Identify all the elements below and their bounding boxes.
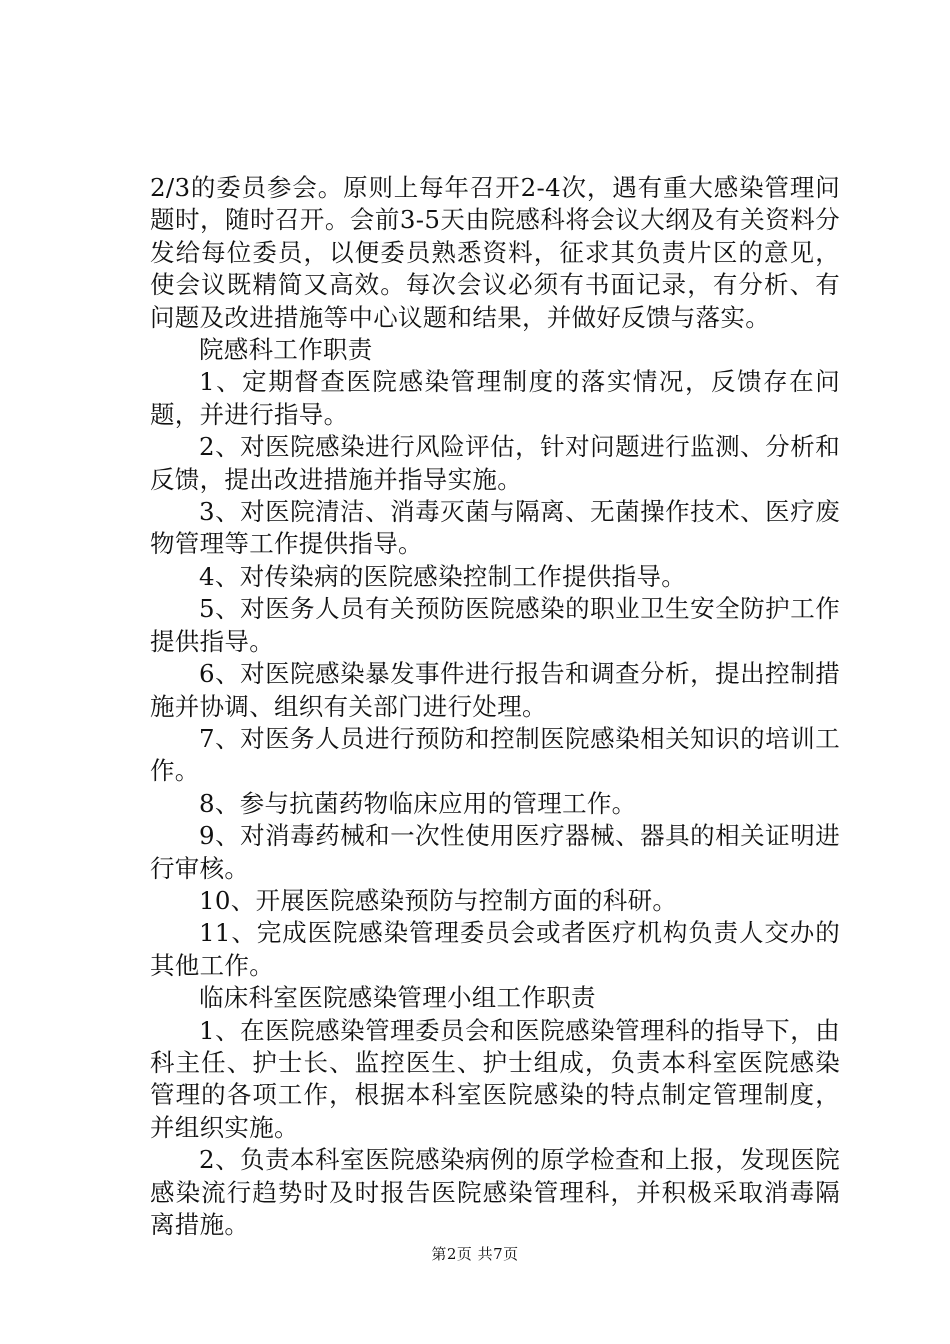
section-heading: 临床科室医院感染管理小组工作职责 [199,983,596,1013]
list-item: 1、定期督查医院感染管理制度的落实情况，反馈存在问题，并进行指导。 [150,367,840,429]
list-item: 11、完成医院感染管理委员会或者医疗机构负责人交办的其他工作。 [150,918,840,980]
list-item: 2、负责本科室医院感染病例的原学检查和上报，发现医院感染流行趋势时及时报告医院感染管理科，并积极采取消毒隔离措施。 [150,1145,840,1239]
list-item: 3、对医院清洁、消毒灭菌与隔离、无菌操作技术、医疗废物管理等工作提供指导。 [150,497,840,559]
paragraph: 2/3的委员参会。原则上每年召开2-4次，遇有重大感染管理问题时，随时召开。会前3-5天由院感科将会议大纲及有关资料分发给每位委员，以便委员熟悉资料，征求其负责片区的意见，使会议既精简又高效。每次会议必须有书面记录，有分析、有问题及改进措施等中心议题和结果，并做好反馈与落实。 [150,173,840,332]
list-item: 7、对医务人员进行预防和控制医院感染相关知识的培训工作。 [150,723,840,786]
list-item: 8、参与抗菌药物临床应用的管理工作。 [199,788,637,818]
list-item: 10、开展医院感染预防与控制方面的科研。 [199,885,678,915]
list-item: 1、在医院感染管理委员会和医院感染管理科的指导下，由科主任、护士长、监控医生、护士组成，负责本科室医院感染管理的各项工作，根据本科室医院感染的特点制定管理制度，并组织实施。 [150,1015,840,1142]
list-item: 6、对医院感染暴发事件进行报告和调查分析，提出控制措施并协调、组织有关部门进行处理。 [150,659,840,721]
page-number: 第2页 共7页 [431,1245,519,1263]
list-item: 5、对医务人员有关预防医院感染的职业卫生安全防护工作提供指导。 [150,594,840,656]
list-item: 4、对传染病的医院感染控制工作提供指导。 [199,561,687,591]
list-item: 2、对医院感染进行风险评估，针对问题进行监测、分析和反馈，提出改进措施并指导实施。 [150,432,840,494]
document-body [150,172,840,1241]
page-footer [0,1244,950,1264]
section-heading: 院感科工作职责 [199,335,373,365]
list-item: 9、对消毒药械和一次性使用医疗器械、器具的相关证明进行审核。 [150,821,840,883]
